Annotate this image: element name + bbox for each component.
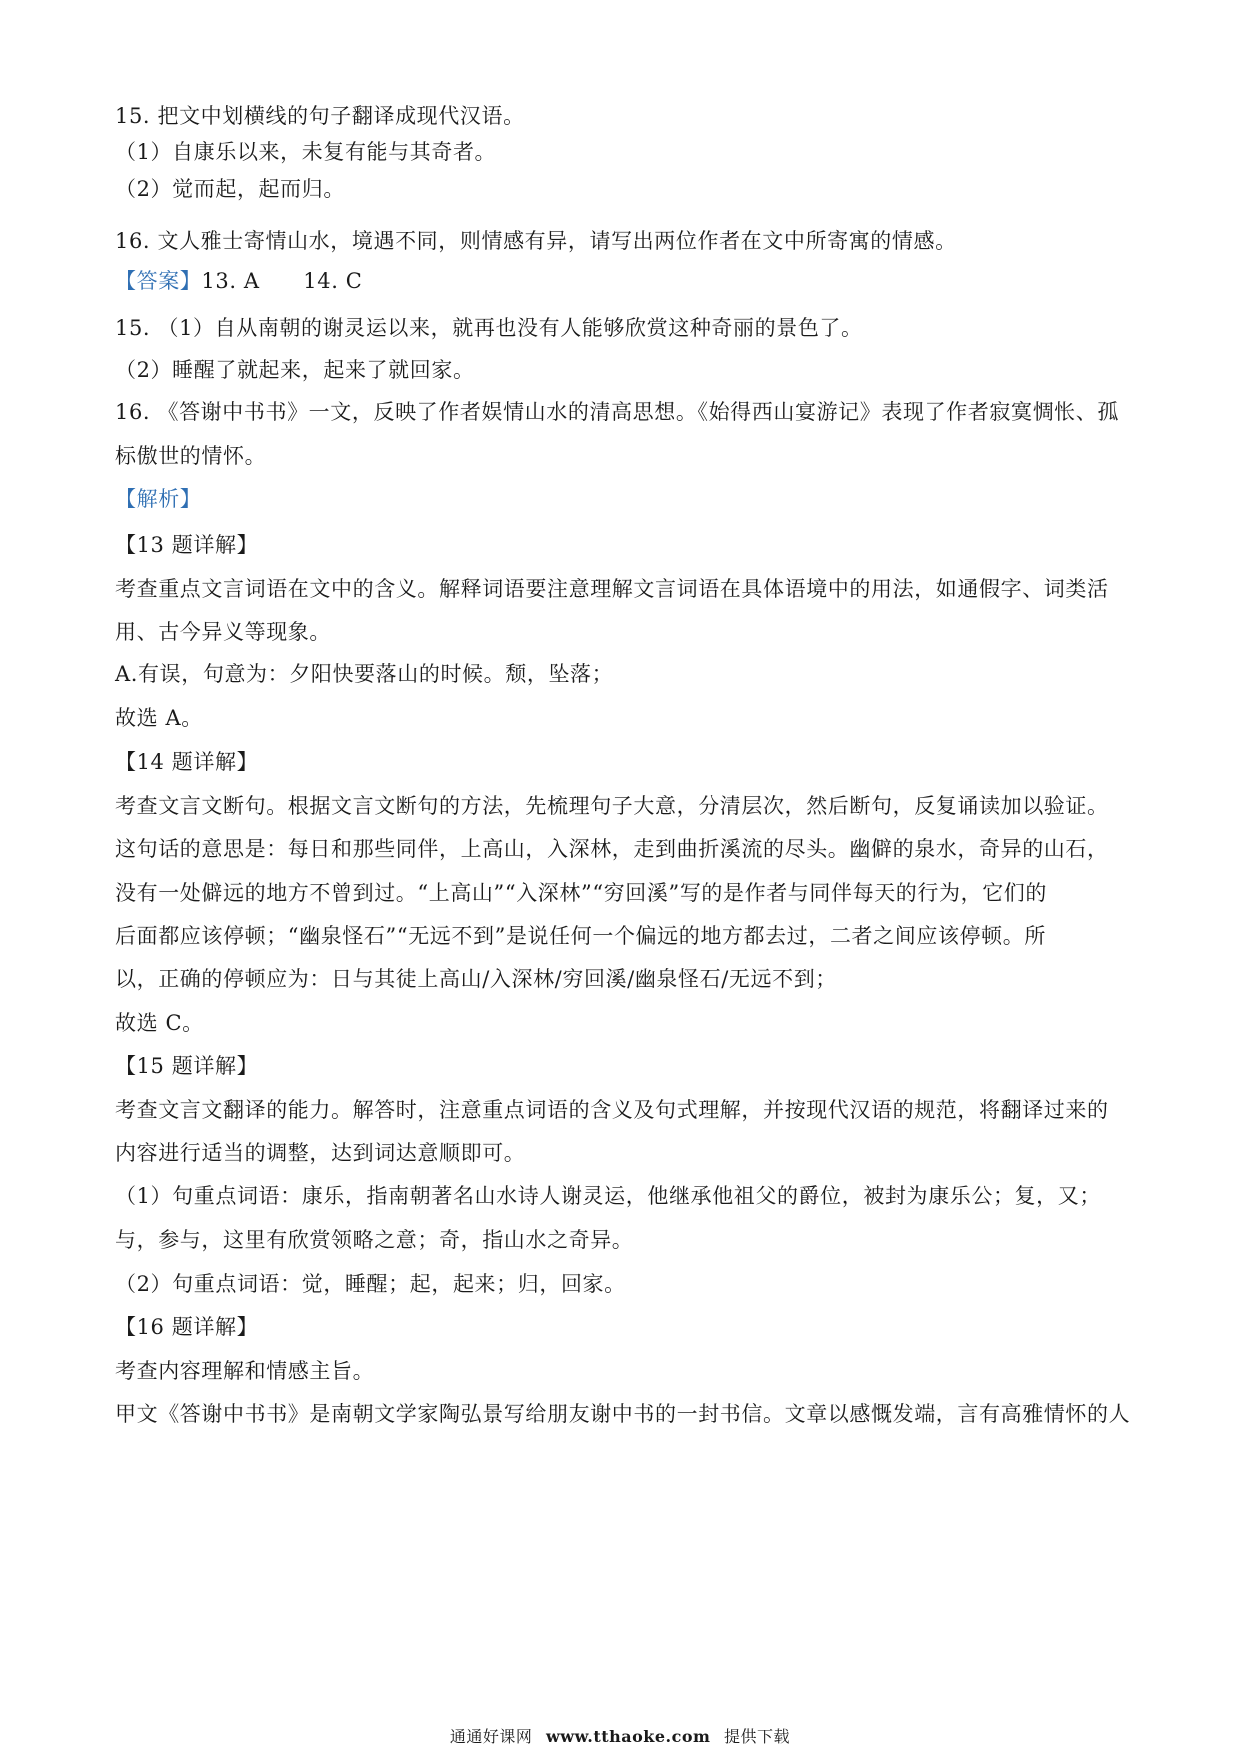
detail-14-line-5: 以，正确的停顿应为：日与其徒上高山/入深林/穷回溪/幽泉怪石/无远不到； (115, 967, 837, 991)
answer-line (115, 266, 1125, 296)
detail-15-line-1: 考查文言文翻译的能力。解答时，注意重点词语的含义及句式理解，并按现代汉语的规范，将翻译过来的 (115, 1098, 1109, 1122)
question-16: 16. 文人雅士寄情山水，境遇不同，则情感有异，请写出两位作者在文中所寄寓的情感。 (115, 229, 957, 253)
detail-14-line-4: 后面都应该停顿；“幽泉怪石”“无远不到”是说任何一个偏远的地方都去过，二者之间应该停顿。所 (115, 924, 1046, 948)
page-footer (0, 1726, 1240, 1748)
question-15-item-2: （2）觉而起，起而归。 (115, 177, 345, 201)
analysis-tag: 【解析】 (115, 487, 202, 511)
footer-site-name: 通通好课网 (449, 1727, 533, 1746)
detail-15-line-4: 与，参与，这里有欣赏领略之意；奇，指山水之奇异。 (115, 1228, 634, 1252)
detail-14-line-2: 这句话的意思是：每日和那些同伴，上高山，入深林，走到曲折溪流的尽头。幽僻的泉水，奇异的山石， (115, 837, 1109, 861)
detail-16-line-2: 甲文《答谢中书书》是南朝文学家陶弘景写给朋友谢中书的一封书信。文章以感慨发端，言有高雅情怀的人 (115, 1402, 1131, 1426)
detail-16-heading: 【16 题详解】 (115, 1315, 259, 1339)
answer-13-14: 13. A 14. C (201, 269, 363, 293)
detail-13-line-3: A.有误，句意为：夕阳快要落山的时候。颓，坠落； (115, 662, 614, 686)
detail-15-line-2: 内容进行适当的调整，达到词达意顺即可。 (115, 1141, 526, 1165)
answer-16-line-2: 标傲世的情怀。 (115, 444, 267, 468)
detail-13-line-1: 考查重点文言词语在文中的含义。解释词语要注意理解文言词语在具体语境中的用法，如通假字、词类活 (115, 577, 1109, 601)
detail-14-heading: 【14 题详解】 (115, 750, 259, 774)
detail-13-heading: 【13 题详解】 (115, 533, 259, 557)
answer-16-line-1: 16. 《答谢中书书》一文，反映了作者娱情山水的清高思想。《始得西山宴游记》表现了作者寂寞惆怅、孤 (115, 400, 1119, 424)
detail-13-line-2: 用、古今异义等现象。 (115, 620, 331, 644)
footer-suffix: 提供下载 (724, 1727, 791, 1746)
detail-14-line-6: 故选 C。 (115, 1011, 204, 1035)
answer-15-item-2: （2）睡醒了就起来，起来了就回家。 (115, 358, 475, 382)
detail-16-line-1: 考查内容理解和情感主旨。 (115, 1359, 375, 1383)
answer-tag: 【答案】 (115, 269, 202, 293)
question-15-item-1: （1）自康乐以来，未复有能与其奇者。 (115, 140, 497, 164)
detail-14-line-3: 没有一处僻远的地方不曾到过。“上高山”“入深林”“穷回溪”写的是作者与同伴每天的行为，它们的 (115, 881, 1048, 905)
detail-15-heading: 【15 题详解】 (115, 1054, 259, 1078)
detail-15-line-5: （2）句重点词语：觉，睡醒；起，起来；归，回家。 (115, 1272, 626, 1296)
question-15: 15. 把文中划横线的句子翻译成现代汉语。 (115, 104, 525, 128)
footer-url[interactable]: www.tthaoke.com (546, 1727, 711, 1746)
answer-15-item-1: 15. （1）自从南朝的谢灵运以来，就再也没有人能够欣赏这种奇丽的景色了。 (115, 316, 863, 340)
detail-15-line-3: （1）句重点词语：康乐，指南朝著名山水诗人谢灵运，他继承他祖父的爵位，被封为康乐公；复，又； (115, 1184, 1101, 1208)
detail-14-line-1: 考查文言文断句。根据文言文断句的方法，先梳理句子大意，分清层次，然后断句，反复诵读加以验证。 (115, 794, 1109, 818)
detail-13-line-4: 故选 A。 (115, 706, 203, 730)
